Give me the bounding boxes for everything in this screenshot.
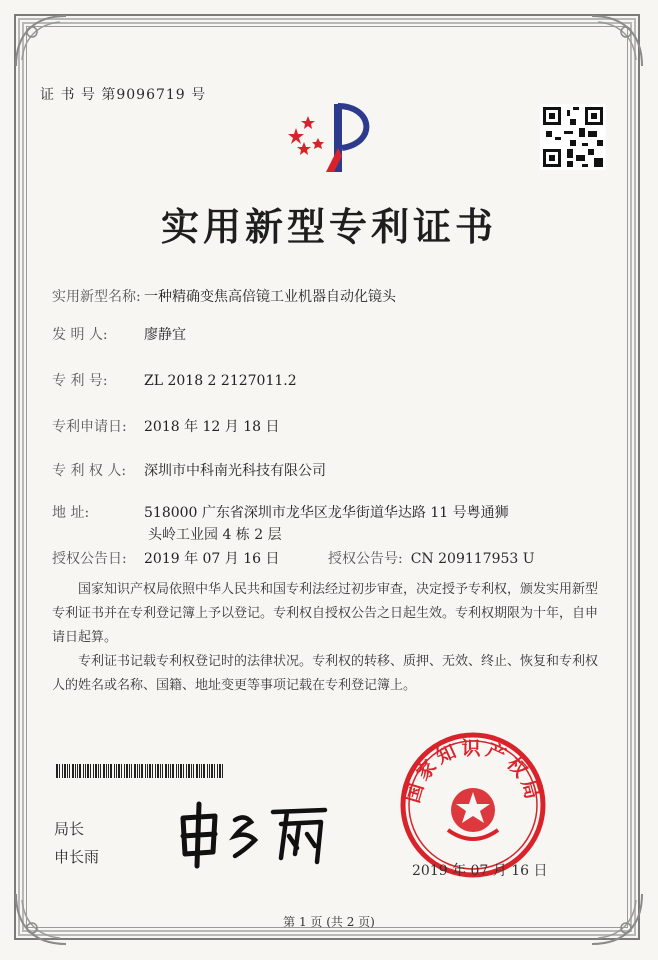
barcode-icon <box>56 764 226 778</box>
field-patent-number <box>52 370 297 390</box>
certificate-number: 证 书 号 第9096719 号 <box>40 87 207 103</box>
field-label: 实用新型名称: <box>52 289 141 305</box>
paragraph-legal-status: 专利证书记载专利权登记时的法律状况。专利权的转移、质押、无效、终止、恢复和专利权人的姓名或名称、国籍、地址变更等事项记载在专利登记簿上。 <box>52 654 599 693</box>
field-address <box>52 502 509 522</box>
field-value: 深圳市中科南光科技有限公司 <box>144 463 326 479</box>
field-label: 专 利 权 人: <box>52 463 127 479</box>
field-label: 专 利 号: <box>52 373 108 389</box>
field-utility-model-name <box>52 286 396 306</box>
field-label: 地 址: <box>52 505 90 521</box>
field-grant-announcement-date <box>52 548 280 568</box>
field-label: 授权公告号: <box>328 551 403 567</box>
corner-ornament-icon <box>14 14 68 68</box>
corner-ornament-icon <box>590 14 644 68</box>
field-value: 一种精确变焦高倍镜工业机器自动化镜头 <box>144 289 396 305</box>
director-name: 申长雨 <box>54 848 100 866</box>
cnipa-logo-icon <box>282 98 382 178</box>
field-grant-announcement-number <box>328 548 535 568</box>
field-patentee <box>52 460 326 480</box>
paragraph-grant-statement: 国家知识产权局依照中华人民共和国专利法经过初步审查，决定授予专利权，颁发实用新型专利证书并在专利登记簿上予以登记。专利权自授权公告之日起生效。专利权期限为十年，自申请日起算。 <box>52 582 599 645</box>
field-label: 专利申请日: <box>52 419 127 435</box>
qr-code-icon <box>540 104 606 170</box>
field-value: 2019 年 07 月 16 日 <box>144 551 280 567</box>
field-value: CN 209117953 U <box>410 551 535 567</box>
field-label: 发 明 人: <box>52 327 108 343</box>
seal-date: 2019 年 07 月 16 日 <box>412 863 548 879</box>
director-signature-icon <box>175 796 335 872</box>
field-value: ZL 2018 2 2127011.2 <box>144 373 297 389</box>
field-inventor <box>52 324 186 344</box>
field-application-date <box>52 416 280 436</box>
page-number: 第 1 页 (共 2 页) <box>283 915 375 929</box>
field-value: 廖静宜 <box>144 327 186 343</box>
director-title: 局长 <box>54 820 85 838</box>
field-label: 授权公告日: <box>52 551 127 567</box>
field-value: 2018 年 12 月 18 日 <box>144 419 280 435</box>
field-address-line2: 头岭工业园 4 栋 2 层 <box>148 527 282 543</box>
svg-text:国家知识产权局: 国家知识产权局 <box>401 737 545 806</box>
certificate-title: 实用新型专利证书 <box>160 204 497 249</box>
field-value: 518000 广东省深圳市龙华区龙华街道华达路 11 号粤通狮 <box>144 505 509 521</box>
official-seal-icon <box>398 730 548 880</box>
